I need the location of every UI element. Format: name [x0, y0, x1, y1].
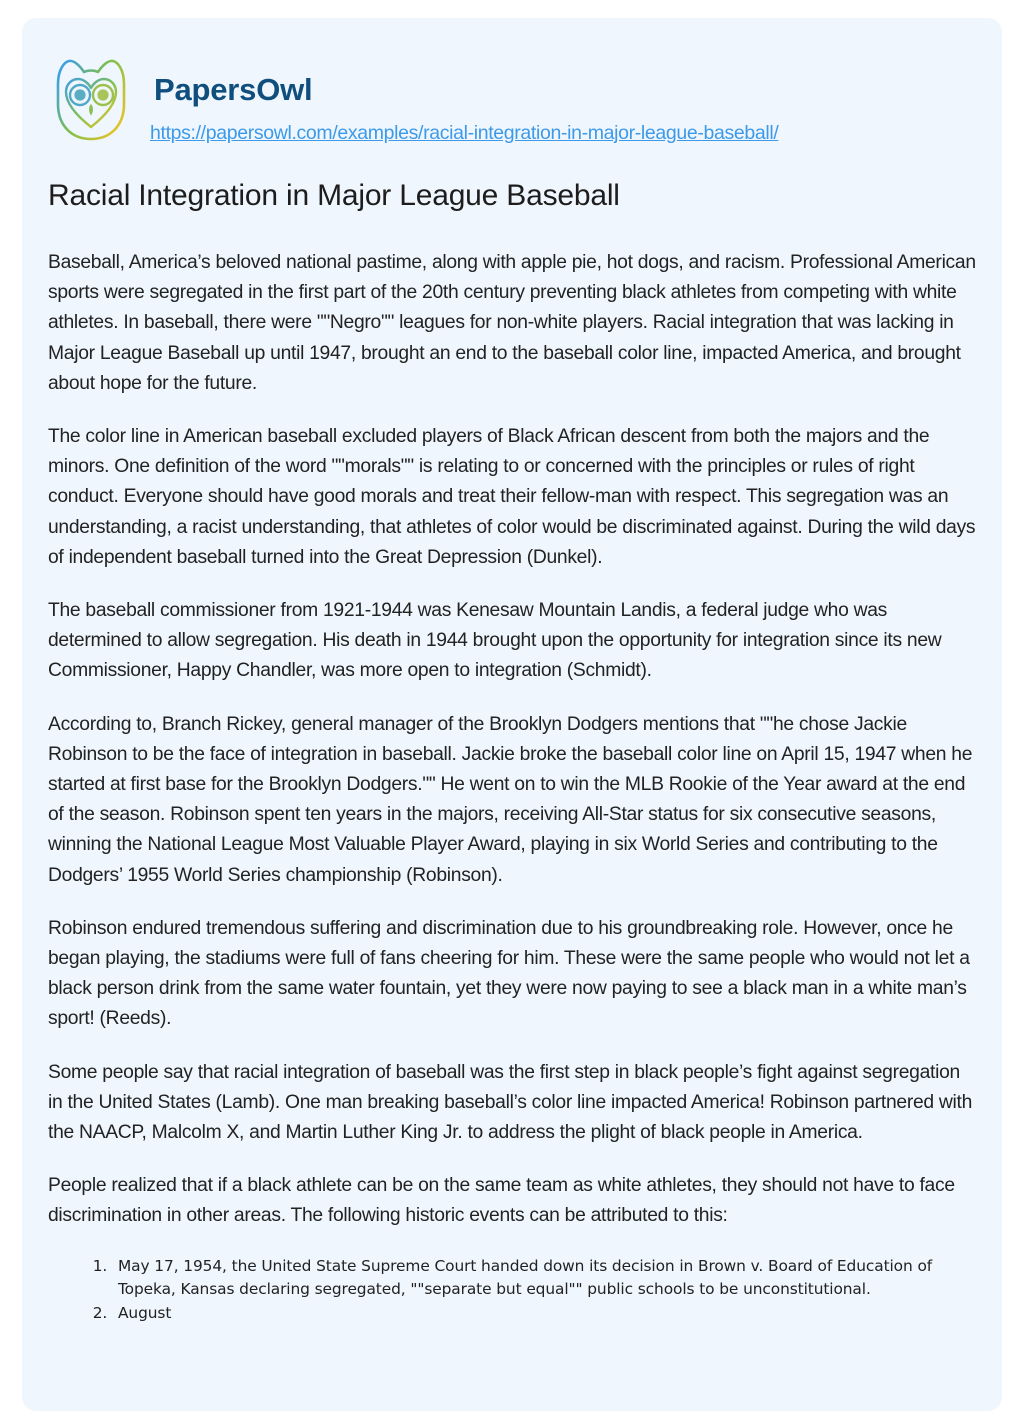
list-item: 2. August: [112, 1302, 978, 1326]
page-title: Racial Integration in Major League Baseball: [48, 179, 620, 212]
page-url-link[interactable]: https://papersowl.com/examples/racial-integration-in-major-league-baseball/: [150, 122, 779, 144]
article: [48, 178, 978, 1325]
paragraph-7: People realized that if a black athlete can be on the same team as white athletes, they should not have to face discrimination in other areas. The following historic events can be attributed to this:: [48, 1175, 955, 1227]
site-header: [22, 18, 1002, 143]
list-item: 1. May 17, 1954, the United State Supreme Court handed down its decision in Brown v. Board of Education of Topeka, Kansas declaring segregated, ""separate but equal"" public schools to be unconstitutional.: [112, 1255, 978, 1302]
paragraph-2: The color line in American baseball excluded players of Black African descent from both the majors and the minors. One definition of the word ""morals"" is relating to or concerned with the principles or rules of right conduct. Everyone should have good morals and treat their fellow-man with respect. This segregation was an understanding, a racist understanding, that athletes of color would be discriminated against. During the wild days of independent baseball turned into the Great Depression (Dunkel).: [48, 426, 976, 568]
article-body: [48, 248, 978, 1325]
paragraph-1: Baseball, America’s beloved national pastime, along with apple pie, hot dogs, and racism. Professional American sports were segregated in the first part of the 20th century preventing black athletes from competing with white athletes. In baseball, there were ""Negro"" leagues for non-white players. Racial integration that was lacking in Major League Baseball up until 1947, brought an end to the baseball color line, impacted America, and brought about hope for the future.: [48, 252, 976, 394]
paragraph-4: According to, Branch Rickey, general manager of the Brooklyn Dodgers mentions that ""he chose Jackie Robinson to be the face of integration in baseball. Jackie broke the baseball color line on April 15, 1947 when he started at first base for the Brooklyn Dodgers."" He went on to win the MLB Rookie of the Year award at the end of the season. Robinson spent ten years in the majors, receiving All-Star status for six consecutive seasons, winning the National League Most Valuable Player Award, playing in six World Series and contributing to the Dodgers’ 1955 World Series championship (Robinson).: [48, 713, 973, 886]
owl-logo-icon: [48, 54, 134, 146]
paragraph-3: The baseball commissioner from 1921-1944 was Kenesaw Mountain Landis, a federal judge who was determined to allow segregation. His death in 1944 brought upon the opportunity for integration since its new Commissioner, Happy Chandler, was more open to integration (Schmidt).: [48, 600, 942, 682]
brand-name: PapersOwl: [154, 72, 313, 107]
paragraph-5: Robinson endured tremendous suffering and discrimination due to his groundbreaking role. However, once he began playing, the stadiums were full of fans cheering for him. These were the same people who would not let a black person drink from the same water fountain, yet they were now paying to see a black man in a white man’s sport! (Reeds).: [48, 917, 970, 1030]
paragraph-6: Some people say that racial integration of baseball was the first step in black people’s fight against segregation in the United States (Lamb). One man breaking baseball’s color line impacted America! Robinson partnered with the NAACP, Malcolm X, and Martin Luther King Jr. to address the plight of black people in America.: [48, 1061, 973, 1144]
historic-events-list: [48, 1255, 978, 1326]
page-card: [22, 18, 1002, 1411]
